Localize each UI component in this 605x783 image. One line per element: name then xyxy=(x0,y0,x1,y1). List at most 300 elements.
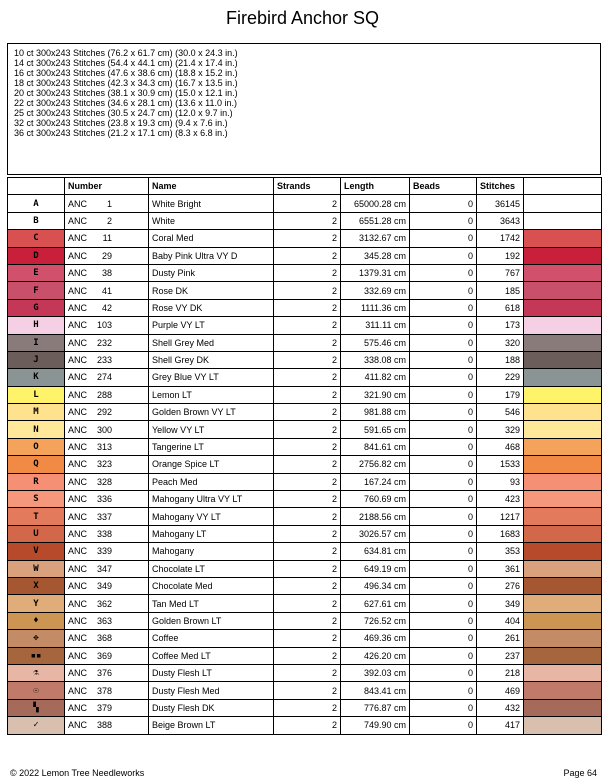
color-swatch xyxy=(524,334,602,351)
number-prefix: ANC xyxy=(68,702,88,713)
number-prefix: ANC xyxy=(68,668,88,679)
name-cell: Coffee Med LT xyxy=(149,647,274,664)
length-cell: 627.61 cm xyxy=(341,595,410,612)
beads-cell: 0 xyxy=(410,299,477,316)
strands-cell: 2 xyxy=(274,630,341,647)
beads-cell: 0 xyxy=(410,595,477,612)
table-row xyxy=(8,299,602,316)
number-cell xyxy=(65,473,149,490)
table-row xyxy=(8,682,602,699)
strands-cell: 2 xyxy=(274,212,341,229)
table-row xyxy=(8,699,602,716)
stitches-cell: 432 xyxy=(477,699,524,716)
beads-cell: 0 xyxy=(410,195,477,212)
beads-cell: 0 xyxy=(410,525,477,542)
color-swatch xyxy=(524,717,602,734)
name-cell: Chocolate Med xyxy=(149,577,274,594)
color-swatch xyxy=(524,282,602,299)
name-cell: Golden Brown LT xyxy=(149,612,274,629)
length-cell: 167.24 cm xyxy=(341,473,410,490)
color-swatch xyxy=(524,212,602,229)
length-cell: 392.03 cm xyxy=(341,664,410,681)
fabric-size-line: 32 ct 300x243 Stitches (23.8 x 19.3 cm) (9.4 x 7.6 in.) xyxy=(14,118,228,128)
number-cell xyxy=(65,369,149,386)
beads-cell: 0 xyxy=(410,664,477,681)
stitches-cell: 618 xyxy=(477,299,524,316)
number-cell xyxy=(65,282,149,299)
beads-cell: 0 xyxy=(410,630,477,647)
number-value: 274 xyxy=(96,372,112,383)
number-cell xyxy=(65,630,149,647)
color-swatch xyxy=(524,317,602,334)
length-cell: 591.65 cm xyxy=(341,421,410,438)
stitches-cell: 276 xyxy=(477,577,524,594)
number-prefix: ANC xyxy=(68,250,88,261)
stitches-cell: 353 xyxy=(477,543,524,560)
color-swatch xyxy=(524,612,602,629)
number-value: 336 xyxy=(96,494,112,505)
symbol-cell: X xyxy=(8,577,65,594)
name-cell: Shell Grey Med xyxy=(149,334,274,351)
header-beads: Beads xyxy=(410,178,477,195)
strands-cell: 2 xyxy=(274,264,341,281)
number-cell xyxy=(65,595,149,612)
number-cell xyxy=(65,525,149,542)
number-prefix: ANC xyxy=(68,233,88,244)
beads-cell: 0 xyxy=(410,717,477,734)
symbol-cell: V xyxy=(8,543,65,560)
symbol-cell: J xyxy=(8,351,65,368)
beads-cell: 0 xyxy=(410,560,477,577)
beads-cell: 0 xyxy=(410,473,477,490)
number-prefix: ANC xyxy=(68,615,88,626)
symbol-cell: C xyxy=(8,230,65,247)
number-prefix: ANC xyxy=(68,546,88,557)
number-value: 362 xyxy=(96,598,112,609)
beads-cell: 0 xyxy=(410,612,477,629)
page-footer xyxy=(10,768,597,779)
strands-cell: 2 xyxy=(274,577,341,594)
number-value: 288 xyxy=(96,389,112,400)
number-cell xyxy=(65,491,149,508)
fabric-size-line: 20 ct 300x243 Stitches (38.1 x 30.9 cm) (15.0 x 12.1 in.) xyxy=(14,88,238,98)
name-cell: Purple VY LT xyxy=(149,317,274,334)
table-row xyxy=(8,630,602,647)
table-row xyxy=(8,334,602,351)
color-swatch xyxy=(524,595,602,612)
stitches-cell: 179 xyxy=(477,386,524,403)
number-value: 363 xyxy=(96,615,112,626)
table-row xyxy=(8,351,602,368)
number-cell xyxy=(65,682,149,699)
name-cell: Beige Brown LT xyxy=(149,717,274,734)
table-row xyxy=(8,456,602,473)
number-cell xyxy=(65,612,149,629)
number-prefix: ANC xyxy=(68,476,88,487)
beads-cell: 0 xyxy=(410,282,477,299)
number-prefix: ANC xyxy=(68,442,88,453)
number-value: 233 xyxy=(96,355,112,366)
name-cell: Mahogany xyxy=(149,543,274,560)
name-cell: Shell Grey DK xyxy=(149,351,274,368)
fabric-size-line: 14 ct 300x243 Stitches (54.4 x 44.1 cm) (21.4 x 17.4 in.) xyxy=(14,58,238,68)
color-swatch xyxy=(524,577,602,594)
table-row xyxy=(8,369,602,386)
length-cell: 3132.67 cm xyxy=(341,230,410,247)
name-cell: Baby Pink Ultra VY D xyxy=(149,247,274,264)
symbol-cell: S xyxy=(8,491,65,508)
name-cell: Peach Med xyxy=(149,473,274,490)
length-cell: 981.88 cm xyxy=(341,404,410,421)
beads-cell: 0 xyxy=(410,386,477,403)
symbol-cell: ☉ xyxy=(8,682,65,699)
header-length: Length xyxy=(341,178,410,195)
stitches-cell: 192 xyxy=(477,247,524,264)
table-row xyxy=(8,421,602,438)
symbol-cell: H xyxy=(8,317,65,334)
color-swatch xyxy=(524,647,602,664)
header-symbol xyxy=(8,178,65,195)
symbol-cell: ⚗ xyxy=(8,664,65,681)
color-swatch xyxy=(524,404,602,421)
number-value: 388 xyxy=(96,720,112,731)
number-cell xyxy=(65,508,149,525)
table-row xyxy=(8,664,602,681)
color-swatch xyxy=(524,421,602,438)
length-cell: 776.87 cm xyxy=(341,699,410,716)
number-prefix: ANC xyxy=(68,302,88,313)
length-cell: 338.08 cm xyxy=(341,351,410,368)
stitches-cell: 188 xyxy=(477,351,524,368)
length-cell: 649.19 cm xyxy=(341,560,410,577)
number-value: 2 xyxy=(106,215,112,226)
name-cell: Mahogany VY LT xyxy=(149,508,274,525)
number-value: 300 xyxy=(96,424,112,435)
symbol-cell: W xyxy=(8,560,65,577)
length-cell: 3026.57 cm xyxy=(341,525,410,542)
name-cell: Dusty Flesh LT xyxy=(149,664,274,681)
symbol-cell: B xyxy=(8,212,65,229)
strands-cell: 2 xyxy=(274,351,341,368)
beads-cell: 0 xyxy=(410,438,477,455)
table-row xyxy=(8,508,602,525)
length-cell: 426.20 cm xyxy=(341,647,410,664)
strands-cell: 2 xyxy=(274,473,341,490)
strands-cell: 2 xyxy=(274,299,341,316)
number-value: 337 xyxy=(96,511,112,522)
stitches-cell: 423 xyxy=(477,491,524,508)
beads-cell: 0 xyxy=(410,317,477,334)
number-cell xyxy=(65,421,149,438)
name-cell: Grey Blue VY LT xyxy=(149,369,274,386)
number-prefix: ANC xyxy=(68,459,88,470)
number-prefix: ANC xyxy=(68,650,88,661)
beads-cell: 0 xyxy=(410,491,477,508)
symbol-cell: M xyxy=(8,404,65,421)
number-value: 232 xyxy=(96,337,112,348)
floss-legend-table xyxy=(7,177,602,735)
stitches-cell: 468 xyxy=(477,438,524,455)
name-cell: Coral Med xyxy=(149,230,274,247)
stitches-cell: 237 xyxy=(477,647,524,664)
fabric-size-line: 22 ct 300x243 Stitches (34.6 x 28.1 cm) (13.6 x 11.0 in.) xyxy=(14,98,237,108)
number-cell xyxy=(65,543,149,560)
stitches-cell: 1217 xyxy=(477,508,524,525)
name-cell: Mahogany LT xyxy=(149,525,274,542)
name-cell: White Bright xyxy=(149,195,274,212)
color-swatch xyxy=(524,699,602,716)
color-swatch xyxy=(524,264,602,281)
name-cell: Tan Med LT xyxy=(149,595,274,612)
table-row xyxy=(8,438,602,455)
number-cell xyxy=(65,247,149,264)
color-swatch xyxy=(524,351,602,368)
beads-cell: 0 xyxy=(410,699,477,716)
stitches-cell: 1533 xyxy=(477,456,524,473)
color-swatch xyxy=(524,195,602,212)
number-cell xyxy=(65,212,149,229)
header-name: Name xyxy=(149,178,274,195)
symbol-cell: ✓ xyxy=(8,717,65,734)
beads-cell: 0 xyxy=(410,404,477,421)
strands-cell: 2 xyxy=(274,612,341,629)
number-prefix: ANC xyxy=(68,407,88,418)
length-cell: 843.41 cm xyxy=(341,682,410,699)
color-swatch xyxy=(524,299,602,316)
length-cell: 760.69 cm xyxy=(341,491,410,508)
table-row xyxy=(8,595,602,612)
strands-cell: 2 xyxy=(274,543,341,560)
page-title: Firebird Anchor SQ xyxy=(225,8,380,28)
beads-cell: 0 xyxy=(410,351,477,368)
name-cell: White xyxy=(149,212,274,229)
color-swatch xyxy=(524,369,602,386)
strands-cell: 2 xyxy=(274,230,341,247)
number-prefix: ANC xyxy=(68,424,88,435)
number-value: 38 xyxy=(101,268,112,279)
number-prefix: ANC xyxy=(68,494,88,505)
beads-cell: 0 xyxy=(410,543,477,560)
number-prefix: ANC xyxy=(68,685,88,696)
table-row xyxy=(8,577,602,594)
number-cell xyxy=(65,438,149,455)
header-stitches: Stitches xyxy=(477,178,524,195)
symbol-cell: Y xyxy=(8,595,65,612)
table-row xyxy=(8,404,602,421)
length-cell: 345.28 cm xyxy=(341,247,410,264)
strands-cell: 2 xyxy=(274,491,341,508)
number-value: 328 xyxy=(96,476,112,487)
fabric-size-line: 36 ct 300x243 Stitches (21.2 x 17.1 cm) (8.3 x 6.8 in.) xyxy=(14,128,228,138)
name-cell: Tangerine LT xyxy=(149,438,274,455)
stitches-cell: 261 xyxy=(477,630,524,647)
beads-cell: 0 xyxy=(410,264,477,281)
number-cell xyxy=(65,299,149,316)
stitches-cell: 229 xyxy=(477,369,524,386)
number-value: 313 xyxy=(96,442,112,453)
fabric-size-line: 25 ct 300x243 Stitches (30.5 x 24.7 cm) (12.0 x 9.7 in.) xyxy=(14,108,233,118)
strands-cell: 2 xyxy=(274,717,341,734)
name-cell: Coffee xyxy=(149,630,274,647)
name-cell: Golden Brown VY LT xyxy=(149,404,274,421)
number-cell xyxy=(65,664,149,681)
name-cell: Dusty Pink xyxy=(149,264,274,281)
stitches-cell: 3643 xyxy=(477,212,524,229)
strands-cell: 2 xyxy=(274,386,341,403)
stitches-cell: 185 xyxy=(477,282,524,299)
length-cell: 1111.36 cm xyxy=(341,299,410,316)
beads-cell: 0 xyxy=(410,369,477,386)
strands-cell: 2 xyxy=(274,456,341,473)
number-value: 42 xyxy=(101,302,112,313)
copyright-text: © 2022 Lemon Tree Needleworks xyxy=(10,768,145,778)
stitches-cell: 546 xyxy=(477,404,524,421)
number-cell xyxy=(65,386,149,403)
beads-cell: 0 xyxy=(410,647,477,664)
table-row xyxy=(8,195,602,212)
stitches-cell: 329 xyxy=(477,421,524,438)
fabric-size-line: 10 ct 300x243 Stitches (76.2 x 61.7 cm) (30.0 x 24.3 in.) xyxy=(14,48,238,58)
number-value: 339 xyxy=(96,546,112,557)
strands-cell: 2 xyxy=(274,404,341,421)
name-cell: Yellow VY LT xyxy=(149,421,274,438)
strands-cell: 2 xyxy=(274,699,341,716)
stitches-cell: 93 xyxy=(477,473,524,490)
table-row xyxy=(8,264,602,281)
color-swatch xyxy=(524,525,602,542)
length-cell: 311.11 cm xyxy=(341,317,410,334)
symbol-cell: A xyxy=(8,195,65,212)
color-swatch xyxy=(524,630,602,647)
header-swatch xyxy=(524,178,602,195)
number-prefix: ANC xyxy=(68,337,88,348)
number-value: 11 xyxy=(102,233,112,244)
name-cell: Lemon LT xyxy=(149,386,274,403)
table-row xyxy=(8,647,602,664)
color-swatch xyxy=(524,247,602,264)
fabric-sizes-box xyxy=(7,43,601,175)
number-prefix: ANC xyxy=(68,511,88,522)
number-prefix: ANC xyxy=(68,215,88,226)
strands-cell: 2 xyxy=(274,438,341,455)
table-row xyxy=(8,612,602,629)
table-row xyxy=(8,560,602,577)
name-cell: Rose VY DK xyxy=(149,299,274,316)
length-cell: 411.82 cm xyxy=(341,369,410,386)
length-cell: 726.52 cm xyxy=(341,612,410,629)
color-swatch xyxy=(524,456,602,473)
beads-cell: 0 xyxy=(410,508,477,525)
number-cell xyxy=(65,351,149,368)
color-swatch xyxy=(524,438,602,455)
fabric-size-line: 18 ct 300x243 Stitches (42.3 x 34.3 cm) (16.7 x 13.5 in.) xyxy=(14,78,238,88)
name-cell: Mahogany Ultra VY LT xyxy=(149,491,274,508)
color-swatch xyxy=(524,473,602,490)
symbol-cell: D xyxy=(8,247,65,264)
name-cell: Chocolate LT xyxy=(149,560,274,577)
table-row xyxy=(8,473,602,490)
beads-cell: 0 xyxy=(410,682,477,699)
table-row xyxy=(8,491,602,508)
length-cell: 496.34 cm xyxy=(341,577,410,594)
stitches-cell: 218 xyxy=(477,664,524,681)
color-swatch xyxy=(524,386,602,403)
strands-cell: 2 xyxy=(274,334,341,351)
stitches-cell: 361 xyxy=(477,560,524,577)
symbol-cell: O xyxy=(8,438,65,455)
number-prefix: ANC xyxy=(68,268,88,279)
number-prefix: ANC xyxy=(68,372,88,383)
strands-cell: 2 xyxy=(274,421,341,438)
stitches-cell: 1742 xyxy=(477,230,524,247)
symbol-cell: G xyxy=(8,299,65,316)
stitches-cell: 36145 xyxy=(477,195,524,212)
color-swatch xyxy=(524,491,602,508)
color-swatch xyxy=(524,230,602,247)
stitches-cell: 173 xyxy=(477,317,524,334)
strands-cell: 2 xyxy=(274,247,341,264)
number-value: 338 xyxy=(96,529,112,539)
length-cell: 65000.28 cm xyxy=(341,195,410,212)
number-prefix: ANC xyxy=(68,720,88,731)
table-row xyxy=(8,717,602,734)
number-value: 349 xyxy=(96,581,112,592)
number-cell xyxy=(65,577,149,594)
color-swatch xyxy=(524,543,602,560)
symbol-cell: F xyxy=(8,282,65,299)
number-value: 368 xyxy=(96,633,112,644)
beads-cell: 0 xyxy=(410,456,477,473)
table-row xyxy=(8,247,602,264)
strands-cell: 2 xyxy=(274,560,341,577)
number-cell xyxy=(65,230,149,247)
beads-cell: 0 xyxy=(410,577,477,594)
name-cell: Dusty Flesh Med xyxy=(149,682,274,699)
symbol-cell: ▪▪ xyxy=(8,647,65,664)
stitches-cell: 1683 xyxy=(477,525,524,542)
symbol-cell: K xyxy=(8,369,65,386)
number-prefix: ANC xyxy=(68,563,88,574)
strands-cell: 2 xyxy=(274,195,341,212)
number-cell xyxy=(65,699,149,716)
length-cell: 469.36 cm xyxy=(341,630,410,647)
number-value: 1 xyxy=(106,198,112,209)
page-number: Page 64 xyxy=(563,768,597,778)
symbol-cell: L xyxy=(8,386,65,403)
length-cell: 2188.56 cm xyxy=(341,508,410,525)
number-cell xyxy=(65,317,149,334)
strands-cell: 2 xyxy=(274,317,341,334)
length-cell: 1379.31 cm xyxy=(341,264,410,281)
stitches-cell: 404 xyxy=(477,612,524,629)
length-cell: 634.81 cm xyxy=(341,543,410,560)
header-number: Number xyxy=(65,178,149,195)
length-cell: 321.90 cm xyxy=(341,386,410,403)
number-prefix: ANC xyxy=(68,355,88,366)
number-value: 347 xyxy=(96,563,112,574)
beads-cell: 0 xyxy=(410,334,477,351)
symbol-cell: I xyxy=(8,334,65,351)
color-swatch xyxy=(524,560,602,577)
beads-cell: 0 xyxy=(410,247,477,264)
beads-cell: 0 xyxy=(410,230,477,247)
fabric-size-line: 16 ct 300x243 Stitches (47.6 x 38.6 cm) (18.8 x 15.2 in.) xyxy=(14,68,238,78)
number-prefix: ANC xyxy=(68,285,88,296)
table-header-row xyxy=(8,178,602,195)
number-prefix: ANC xyxy=(68,633,88,644)
number-cell xyxy=(65,404,149,421)
name-cell: Orange Spice LT xyxy=(149,456,274,473)
